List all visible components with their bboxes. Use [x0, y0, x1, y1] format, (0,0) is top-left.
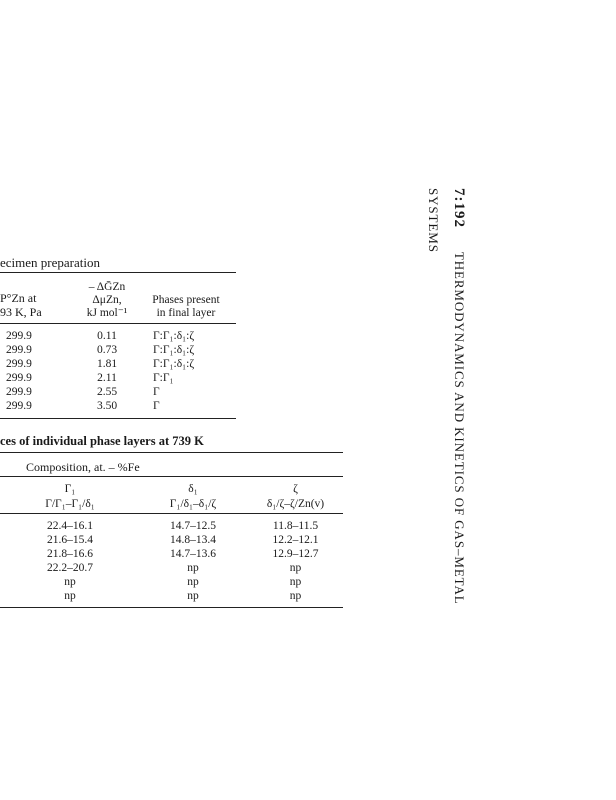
- cell-zeta: 12.2–12.1: [272, 534, 319, 546]
- header-line: Phases present: [152, 294, 220, 306]
- cell-pressure: 299.9: [6, 400, 32, 412]
- cell-delta1: 14.8–13.4: [170, 534, 216, 546]
- cell-zeta: np: [289, 590, 302, 602]
- cell-phases: Γ:Γ₁:δ₁:ζ: [153, 330, 195, 342]
- header-line: 93 K, Pa: [0, 305, 42, 319]
- cell-delta-g: 1.81: [96, 358, 118, 370]
- cell-phases: Γ:Γ₁:δ₁:ζ: [153, 358, 195, 370]
- cell-phases: Γ: [153, 400, 160, 412]
- cell-gamma1: 22.2–20.7: [47, 562, 93, 574]
- cell-gamma1: 22.4–16.1: [47, 520, 93, 532]
- page-number: 7:192: [451, 188, 467, 228]
- table-1-caption: ecimen preparation: [0, 255, 100, 270]
- cell-phases: Γ:Γ₁:δ₁:ζ: [153, 344, 195, 356]
- table-2-span-header: Composition, at. – %Fe: [26, 460, 140, 474]
- table-2-header-rule: [0, 513, 343, 514]
- header-boundary: Γ/Γ₁–Γ₁/δ₁: [45, 498, 95, 510]
- cell-gamma1: 21.6–15.4: [47, 534, 93, 546]
- cell-delta-g: 0.73: [96, 344, 118, 356]
- cell-delta1: 14.7–13.6: [170, 548, 216, 560]
- table-2-header-zeta: [248, 483, 343, 511]
- cell-pressure: 299.9: [6, 344, 32, 356]
- header-line: ΔμZn,: [92, 294, 122, 306]
- running-head-title: THERMODYNAMICS AND KINETICS OF GAS–METAL SYSTEMS: [426, 188, 467, 605]
- table-1-header-phases: [140, 294, 232, 320]
- cell-zeta: 11.8–11.5: [272, 520, 319, 532]
- cell-delta-g: 2.11: [97, 372, 117, 384]
- cell-delta1: np: [187, 562, 199, 574]
- table-1-header-delta-g: [72, 281, 142, 320]
- table-2-header-delta1: [138, 483, 248, 511]
- header-phase: ζ: [293, 483, 298, 495]
- table-1-header-pressure: [0, 291, 60, 319]
- header-line: in final layer: [156, 307, 216, 319]
- table-1-header-rule: [0, 323, 236, 324]
- header-line: P°Zn at: [0, 291, 37, 305]
- cell-delta-g: 3.50: [96, 400, 118, 412]
- cell-pressure: 299.9: [6, 330, 32, 342]
- header-phase: δ₁: [188, 483, 198, 495]
- table-2-span-rule: [0, 476, 343, 477]
- cell-zeta: np: [289, 576, 302, 588]
- cell-zeta: np: [289, 562, 302, 574]
- cell-phases: Γ: [153, 386, 160, 398]
- header-line: – ΔḠZn: [88, 281, 126, 293]
- cell-pressure: 299.9: [6, 372, 32, 384]
- table-2-header-gamma1: [10, 483, 130, 511]
- header-boundary: Γ₁/δ₁–δ₁/ζ: [169, 498, 217, 510]
- header-boundary: δ₁/ζ–ζ/Zn(v): [266, 498, 325, 510]
- cell-phases: Γ:Γ₁: [153, 372, 174, 384]
- cell-pressure: 299.9: [6, 358, 32, 370]
- table-1-top-rule: [0, 272, 236, 273]
- header-phase: Γ₁: [64, 483, 76, 495]
- cell-delta-g: 0.11: [97, 330, 117, 342]
- running-head: [426, 188, 472, 628]
- table-2-top-rule: [0, 452, 343, 453]
- header-line: kJ mol⁻¹: [86, 307, 128, 319]
- cell-gamma1: np: [64, 590, 76, 602]
- cell-pressure: 299.9: [6, 386, 32, 398]
- cell-delta1: np: [187, 576, 199, 588]
- table-1-bottom-rule: [0, 418, 236, 419]
- cell-delta-g: 2.55: [96, 386, 118, 398]
- cell-delta1: 14.7–12.5: [170, 520, 216, 532]
- cell-gamma1: np: [64, 576, 76, 588]
- cell-delta1: np: [187, 590, 199, 602]
- table-2-caption: ces of individual phase layers at 739 K: [0, 434, 204, 448]
- table-2-bottom-rule: [0, 607, 343, 608]
- cell-gamma1: 21.8–16.6: [47, 548, 93, 560]
- cell-zeta: 12.9–12.7: [272, 548, 319, 560]
